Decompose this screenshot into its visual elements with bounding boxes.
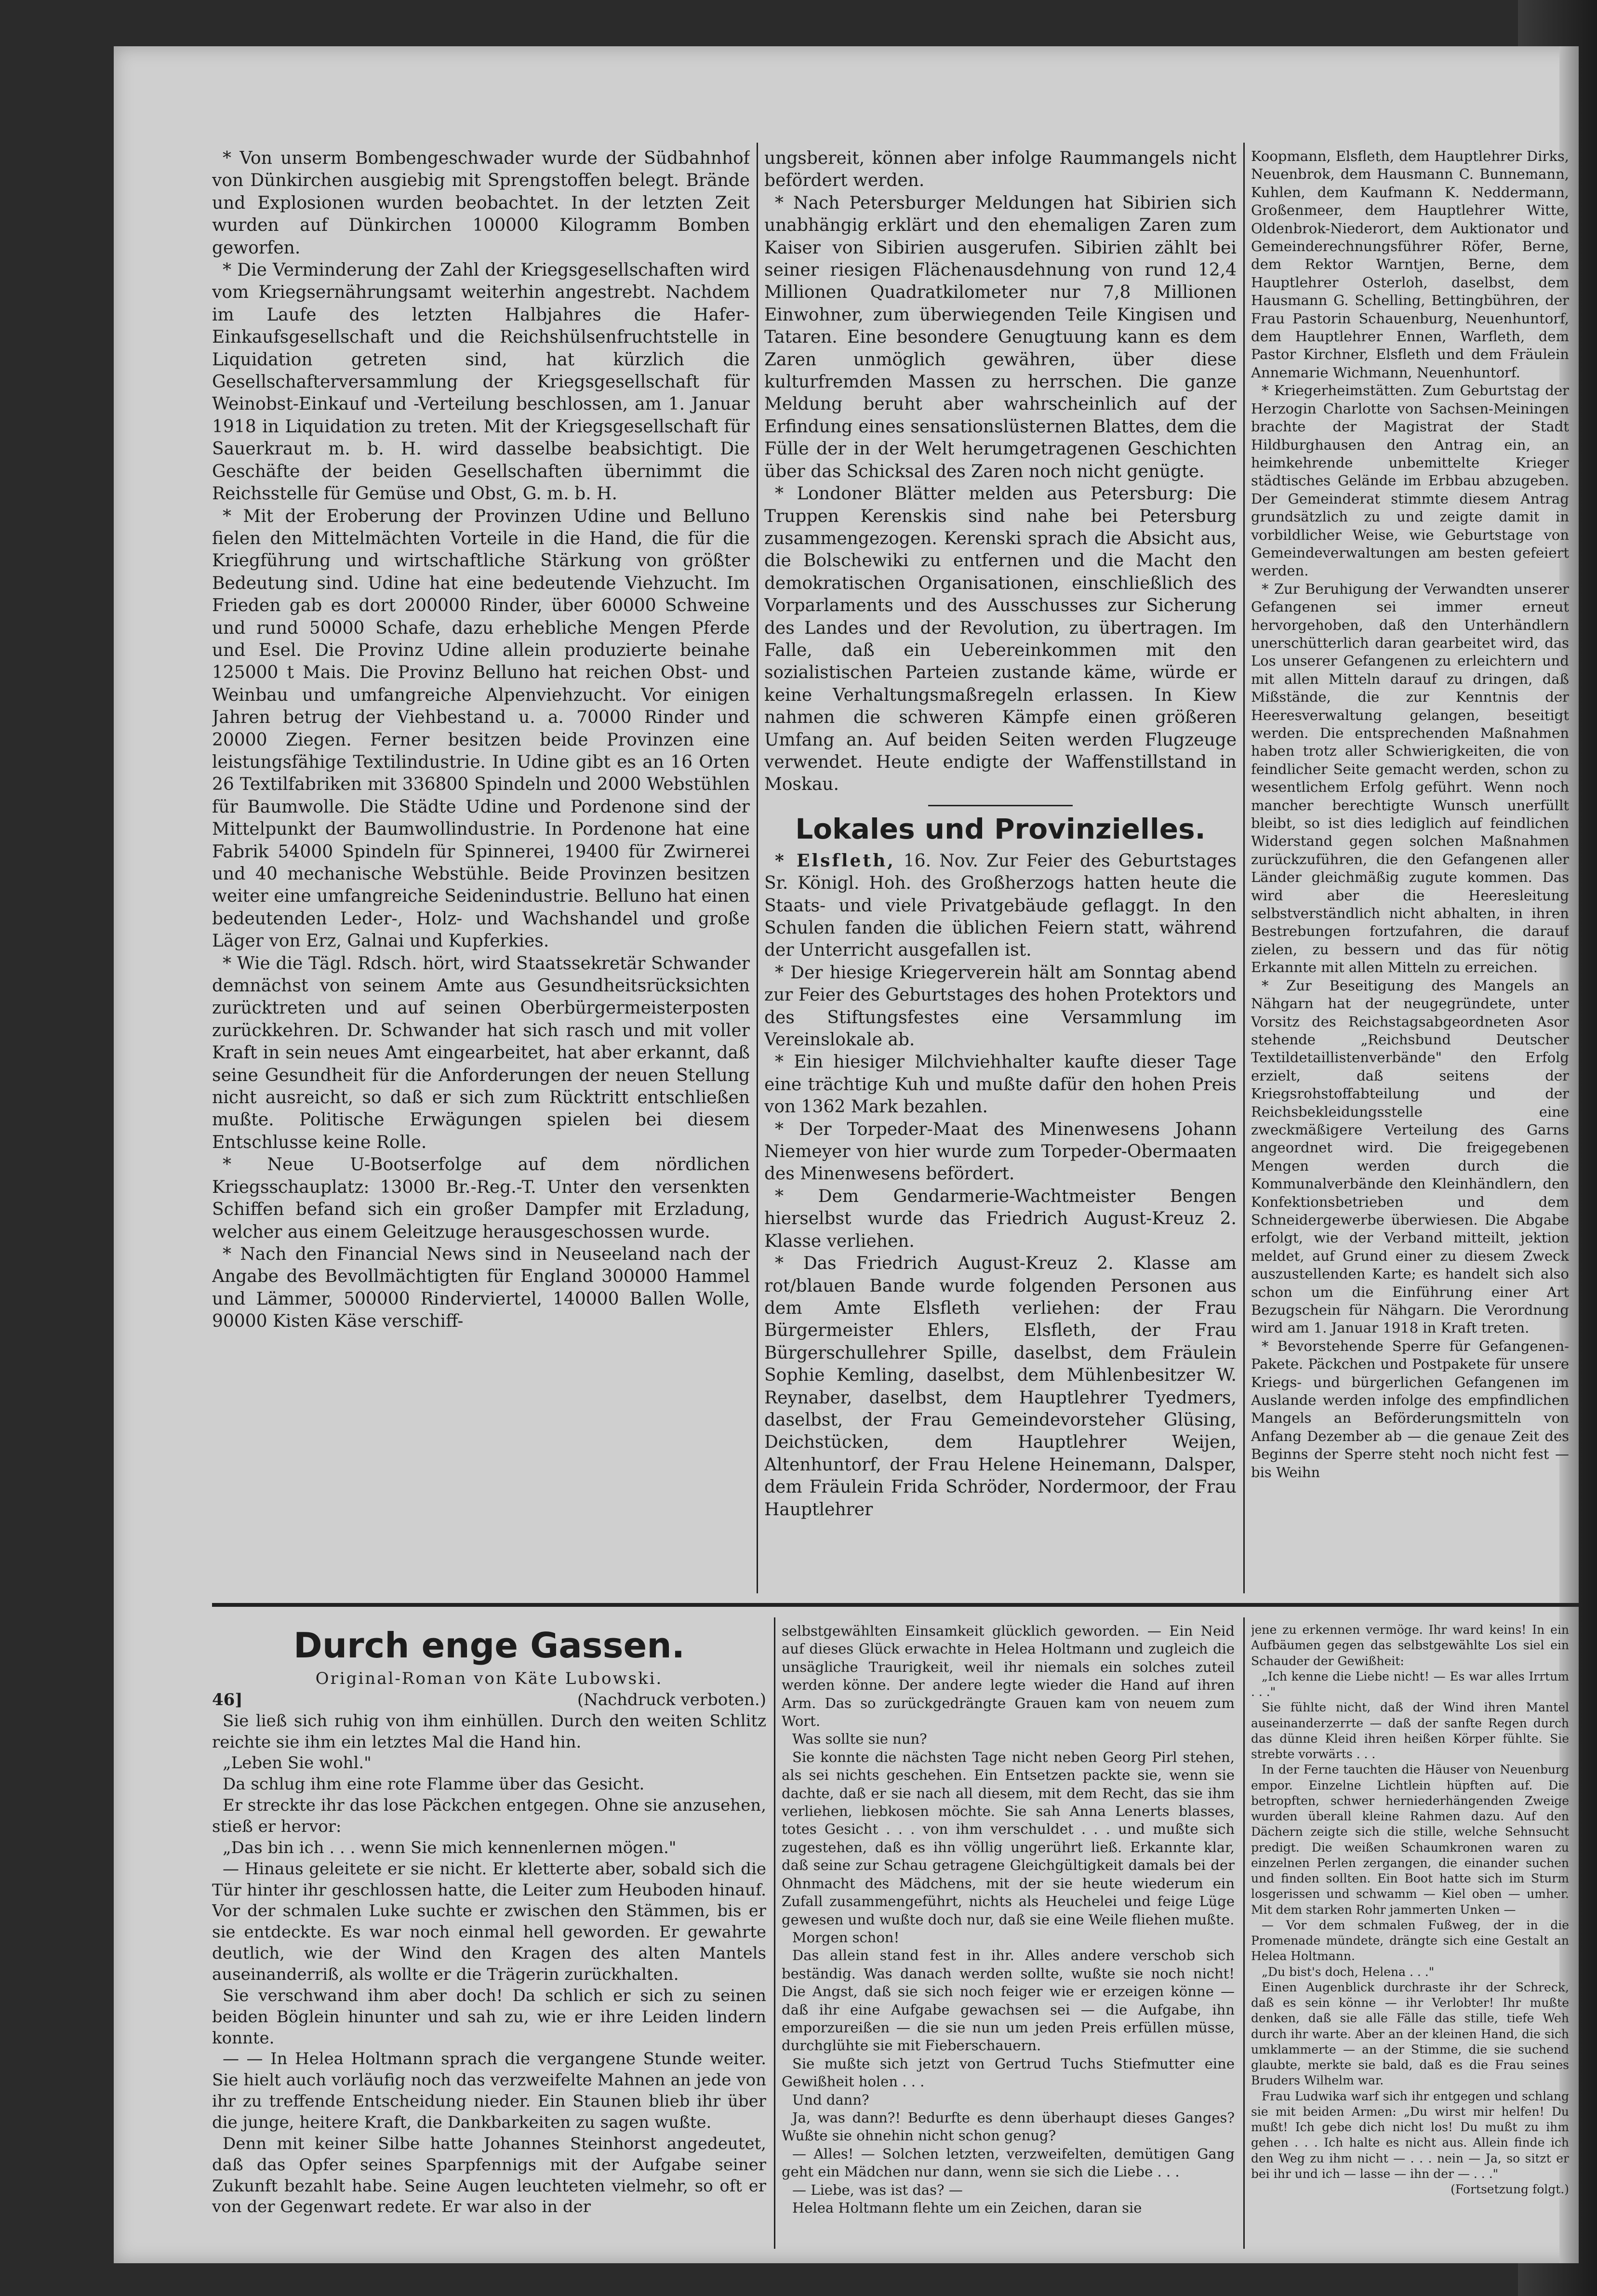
serial-paragraph: Ja, was dann?! Bedurfte es denn überhaupt dieses Ganges? Wußte sie ohnehin nicht schon genug? [782, 2109, 1235, 2144]
news-item: * Kriegerheimstätten. Zum Geburtstag der Herzogin Charlotte von Sachsen-Meiningen brachte der Magistrat der Stadt Hildburghausen den Antrag ein, an heimkehrende unbemittelte Krieger städtisches Gelände im Erbbau abzugeben. Der Gemeinderat stimmte diesem Antrag grundsätzlich zu und zeigte damit in vorbildlicher Weise, wie Geburtstage von Gemeindeverwaltungen am besten gefeiert werden. [1251, 382, 1569, 579]
news-item: * Ein hiesiger Milchviehhalter kaufte dieser Tage eine trächtige Kuh und mußte dafür den hohen Preis von 1362 Mark bezahlen. [764, 1052, 1237, 1117]
serial-column-3 [1251, 1622, 1569, 2249]
serial-paragraph: Helea Holtmann flehte um ein Zeichen, daran sie [792, 2200, 1142, 2216]
serial-paragraph: Sie konnte die nächsten Tage nicht neben Georg Pirl stehen, als sei nichts geschehen. Ein Entsetzen packte sie, wenn sie dachte, daß er sie nach all diesem, mit dem Recht, das sie ihm verliehen, liebkosen möchte. Sie sah Anna Lenerts blasses, totes Gesicht . . . von ihm verschuldet . . . und mußte sich zugestehen, daß es ihn völlig ungerührt ließ. Erkannte klar, daß seine zur Schau getragene Gleichgültigkeit damals bei der Ohnmacht des Mädchens, mit der sie heute wiederum ein Zufall zusammengeführt, nichts als Heuchelei und feige Lüge gewesen und wußte doch nur, daß sie eine Weile fliehen mußte. [782, 1749, 1235, 1928]
serial-paragraph: Sie mußte sich jetzt von Gertrud Tuchs Stiefmutter eine Gewißheit holen . . . [782, 2055, 1235, 2090]
serial-paragraph: — — In Helea Holtmann sprach die vergangene Stunde weiter. Sie hielt auch vorläufig noch das verzweifelte Mahnen an jede von ihr zu treffende Entscheidung nieder. Ein Staunen blieb ihr über die junge, heitere Kraft, die Dankbarkeiten zu sagen wußte. [212, 2049, 766, 2133]
column-divider [1243, 1617, 1245, 2249]
serial-paragraph: — Vor dem schmalen Fußweg, der in die Promenade mündete, drängte sich eine Gestalt an Helea Holtmann. [1251, 1918, 1569, 1963]
serial-paragraph: In der Ferne tauchten die Häuser von Neuenburg empor. Einzelne Lichtlein hüpften auf. Die betropften, schwer herniederhängenden Zweige wurden überall kleine Rahmen dazu. Auf den Dächern zeigte sich die stille, welche Sehnsucht predigt. Die weißen Schaumkronen waren zu einzelnen Perlen zergangen, die einander suchen und finden sollten. Ein Boot hatte sich im Sturm losgerissen und schwamm — Kiel oben — umher. Mit dem starken Rohr jammerten Unken — [1251, 1762, 1569, 1917]
news-item: * Bevorstehende Sperre für Gefangenen-Pakete. Päckchen und Postpakete für unsere Kriegs- und bürgerlichen Gefangenen im Auslande werden infolge des empfindlichen Mangels an Beförderungsmitteln von Anfang Dezember ab — die genaue Zeit des Beginns der Sperre steht noch nicht fest — bis Weihn [1251, 1337, 1569, 1481]
serial-paragraph: Sie verschwand ihm aber doch! Da schlich er sich zu seinen beiden Böglein hinunter und sah zu, wie er ihre Leiden lindern konnte. [212, 1986, 766, 2048]
serial-paragraph: Und dann? [792, 2091, 869, 2108]
news-item: * Nach den Financial News sind in Neuseeland nach der Angabe des Bevollmächtigten für England 300000 Hammel und Lämmer, 500000 Rinderviertel, 140000 Ballen Wolle, 90000 Kisten Käse verschiff- [212, 1244, 750, 1332]
serial-paragraph: „Du bist's doch, Helena . . ." [1262, 1964, 1435, 1979]
reprint-notice: (Nachdruck verboten.) [577, 1690, 766, 1709]
dateline: * Elsfleth, [775, 850, 895, 871]
serial-column-1 [212, 1622, 766, 2249]
serial-paragraph: jene zu erkennen vermöge. Ihr ward keins! In ein Aufbäumen gegen das selbstgewählte Los siel ein Schauder der Gewißheit: [1251, 1623, 1569, 1668]
newspaper-page [114, 46, 1579, 2263]
serial-paragraph: Da schlug ihm eine rote Flamme über das Gesicht. [223, 1775, 645, 1794]
section-heading: Lokales und Provinzielles. [795, 812, 1206, 845]
serial-paragraph: „Ich kenne die Liebe nicht! — Es war alles Irrtum . . ." [1251, 1669, 1569, 1699]
serial-paragraph: Er streckte ihr das lose Päckchen entgegen. Ohne sie anzusehen, stieß er hervor: [212, 1796, 766, 1837]
serial-paragraph: Sie ließ sich ruhig von ihm einhüllen. Durch den weiten Schlitz reichte sie ihm ein letztes Mal die Hand hin. [212, 1711, 766, 1752]
serial-paragraph: — Alles! — Solchen letzten, verzweifelten, demütigen Gang geht ein Mädchen nur dann, wenn sie sich die Liebe . . . [782, 2145, 1235, 2180]
news-item: * Zur Beruhigung der Verwandten unserer Gefangenen sei immer erneut hervorgehoben, daß den Unterhändlern unerschütterlich daran gearbeitet wird, das Los unserer Gefangenen zu erleichtern und mit allen Mitteln darauf zu dringen, daß Mißstände, die zur Kenntnis der Heeresverwaltung gelangen, beseitigt werden. Die entsprechenden Maßnahmen haben trotz aller Schwierigkeiten, die von feindlicher Seite gemacht werden, schon zu wesentlichem Erfolg geführt. Wenn noch mancher berechtigte Wunsch unerfüllt bleibt, so ist dies lediglich auf feindlichen Widerstand gegen solchen Maßnahmen zurückzuführen, die den Gefangenen aller Länder gleichmäßig zugute kommen. Das wird aber die Heeresleitung selbstverständlich nicht abhalten, in ihren Bestrebungen fortzufahren, die darauf zielen, zu bessern und das für nötig Erkannte mit allen Mitteln zu erreichen. [1251, 580, 1569, 976]
news-item: * Zur Beseitigung des Mangels an Nähgarn hat der neugegründete, unter Vorsitz des Reichstagsabgeordneten Asor stehende „Reichsbund Deutscher Textildetaillistenverbände" den Erfolg erzielt, daß seitens der Kriegsrohstoffabteilung und der Reichsbekleidungsstelle eine zweckmäßigere Verteilung des Garns angeordnet wird. Die freigegebenen Mengen werden durch die Kommunalverbände den Kleinhändlern, den Konfektionsbetrieben und dem Schneidergewerbe überwiesen. Die Abgabe erfolgt, wie der Verband mitteilt, jektion meldet, auf Grund einer zu diesem Zweck auszustellenden Karte; es handelt sich also schon um die Einführung einer Art Bezugschein für Nähgarn. Die Verordnung wird am 1. Januar 1918 in Kraft treten. [1251, 977, 1569, 1336]
top-column-1 [212, 147, 750, 1593]
news-item: * Von unserm Bombengeschwader wurde der Südbahnhof von Dünkirchen ausgiebig mit Sprengstoffen belegt. Brände und Explosionen wurden beobachtet. In der letzten Zeit wurden auf Dünkirchen 100000 Kilogramm Bomben geworfen. [212, 148, 750, 258]
serial-paragraph: Frau Ludwika warf sich ihr entgegen und schlang sie mit beiden Armen: „Du wirst mir helfen! Du mußt! Ich gebe dich nicht los! Du mußt zu ihm gehen . . . Ich halte es nicht aus. Allein finde ich den Weg zu ihm nicht — . . . nein — Ja, so sitzt er bei ihr und ich — lasse — ihn der — . . ." [1251, 2089, 1569, 2181]
top-column-2 [764, 147, 1237, 1593]
news-item: * Neue U-Bootserfolge auf dem nördlichen Kriegsschauplatz: 13000 Br.-Reg.-T. Unter den versenkten Schiffen befand sich ein großer Dampfer mit Erzladung, welcher aus einem Geleitzuge herausgeschossen wurde. [212, 1155, 750, 1242]
serial-paragraph: „Das bin ich . . . wenn Sie mich kennenlernen mögen." [223, 1838, 677, 1857]
serial-paragraph: selbstgewählten Einsamkeit glücklich geworden. — Ein Neid auf dieses Glück erwachte in Helea Holtmann und zugleich die unsägliche Traurigkeit, weil ihr niemals ein solches zuteil werden könne. Der andere legte wieder die Hand auf ihren Arm. Das so zurückgedrängte Grauen kam von neuem zum Wort. [782, 1623, 1235, 1730]
section-rule [928, 805, 1073, 806]
news-item: Koopmann, Elsfleth, dem Hauptlehrer Dirks, Neuenbrok, dem Hausmann C. Bunnemann, Kuhlen, dem Kaufmann K. Neddermann, Großenmeer, dem Hauptlehrer Witte, Oldenbrok-Niederort, dem Auktionator und Gemeinderechnungsführer Röfer, Berne, dem Rektor Warntjen, Berne, dem Hauptlehrer Osterloh, daselbst, dem Hausmann G. Schelling, Bettingbühren, der Frau Pastorin Schauenburg, Neuenhuntorf, dem Hauptlehrer Ennen, Warfleth, dem Pastor Kirchner, Elsfleth und dem Fräulein Annemarie Wichmann, Neuenhuntorf. [1251, 148, 1569, 381]
news-item: * Nach Petersburger Meldungen hat Sibirien sich unabhängig erklärt und den ehemaligen Zaren zum Kaiser von Sibirien ausgerufen. Sibirien zählt bei seiner riesigen Flächenausdehnung von rund 12,4 Millionen Quadratkilometer nur 7,8 Millionen Einwohner, zum überwiegenden Teile Kingisen und Tataren. Eine besondere Genugtuung kann es dem Zaren unmöglich gewähren, über diese kulturfremden Massen zu herrschen. Die ganze Meldung beruht aber wahrscheinlich auf der Erfindung eines sensationslüsternen Blattes, dem die Fülle der in der Welt herumgetragenen Geschichten über das Schicksal des Zaren noch nicht genügte. [764, 193, 1237, 481]
column-divider [774, 1617, 775, 2249]
news-item: 16. Nov. Zur Feier des Geburtstages Sr. Königl. Hoh. des Großherzogs hatten heute die Staats- und viele Privatgebäude geflaggt. In den Schulen fanden die üblichen Feiern statt, während der Unterricht ausgefallen ist. [764, 851, 1237, 961]
news-item: ungsbereit, können aber infolge Raummangels nicht befördert werden. [764, 148, 1237, 191]
serial-subtitle: Original-Roman von Käte Lubowski. [315, 1669, 663, 1688]
news-item: * Der Torpeder-Maat des Minenwesens Johann Niemeyer von hier wurde zum Torpeder-Obermaaten des Minenwesens befördert. [764, 1119, 1237, 1184]
serial-paragraph: — Hinaus geleitete er sie nicht. Er kletterte aber, sobald sich die Tür hinter ihr geschlossen hatte, die Leiter zum Heuboden hinauf. Vor der schmalen Luke suchte er zwischen den Stämmen, bis er sie entdeckte. Es war noch einmal hell geworden. Er gewahrte deutlich, wie der Wind den Kragen des alten Mantels auseinanderriß, als wollte er die Trägerin zurückhalten. [212, 1859, 766, 1985]
serial-paragraph: Denn mit keiner Silbe hatte Johannes Steinhorst angedeutet, daß das Opfer seines Sparpfennigs mit der Aufgabe seiner Zukunft bezahlt habe. Seine Augen leuchteten vielmehr, so oft er von der Gegenwart redete. Er war also in der [212, 2134, 766, 2217]
feuilleton-rule [212, 1603, 1579, 1607]
continuation-note: (Fortsetzung folgt.) [1451, 2182, 1569, 2196]
serial-column-2 [782, 1622, 1235, 2249]
top-column-3 [1251, 147, 1569, 1593]
news-item: * Wie die Tägl. Rdsch. hört, wird Staatssekretär Schwander demnächst von seinem Amte aus Gesundheitsrücksichten zurücktreten und auf seinen Oberbürgermeisterposten zurückkehren. Dr. Schwander hat sich rasch und mit voller Kraft in sein neues Amt eingearbeitet, hat aber erkannt, daß seine Gesundheit für die Anforderungen der neuen Stellung nicht ausreicht, so daß er sich zum Rücktritt entschließen mußte. Politische Erwägungen spielen bei diesem Entschlusse keine Rolle. [212, 953, 750, 1152]
serial-paragraph: — Liebe, was ist das? — [792, 2181, 963, 2198]
serial-paragraph: Was sollte sie nun? [792, 1731, 927, 1748]
installment-number: 46] [212, 1690, 243, 1709]
serial-paragraph: „Leben Sie wohl." [223, 1753, 372, 1773]
serial-paragraph: Einen Augenblick durchraste ihr der Schreck, daß es sein könne — ihr Verlobter! Ihr mußte denken, daß sie alle Fälle das stille, tiefe Weh durch ihr warte. Aber an der kleinen Hand, die sich umklammerte — an der Stimme, die sie suchend glaubte, merkte sie bald, daß es die Frau seines Bruders Wilhelm war. [1251, 1980, 1569, 2088]
serial-title: Durch enge Gassen. [293, 1625, 685, 1666]
news-item: * Der hiesige Kriegerverein hält am Sonntag abend zur Feier des Geburtstages des hohen Protektors und des Stiftungsfestes eine Versammlung im Vereinslokale ab. [764, 962, 1237, 1050]
news-item: * Mit der Eroberung der Provinzen Udine und Belluno fielen den Mittelmächten Vorteile in die Hand, die für die Kriegführung und wirtschaftliche Stärkung von größter Bedeutung sind. Udine hat eine bedeutende Viehzucht. Im Frieden gab es dort 200000 Rinder, über 60000 Schweine und rund 50000 Schafe, dazu erhebliche Mengen Pferde und Esel. Die Provinz Udine allein produzierte beinahe 125000 t Mais. Die Provinz Belluno hat reichen Obst- und Weinbau und umfangreiche Alpenviehzucht. Vor einigen Jahren betrug der Viehbestand u. a. 70000 Rinder und 20000 Ziegen. Ferner besitzen beide Provinzen eine leistungsfähige Textilindustrie. In Udine gibt es an 16 Orten 26 Textilfabriken mit 336800 Spindeln und 2000 Webstühlen für Baumwolle. Die Städte Udine und Pordenone sind der Mittelpunkt der Baumwollindustrie. In Pordenone hat eine Fabrik 54000 Spindeln für Spinnerei, 19400 für Zwirnerei und 40 mechanische Webstühle. Beide Provinzen besitzen weiter eine umfangreiche Seidenindustrie. Belluno hat einen bedeutenden Leder-, Holz- und Wachshandel und große Läger von Erz, Galnai und Kupferkies. [212, 506, 750, 951]
serial-paragraph: Sie fühlte nicht, daß der Wind ihren Mantel auseinanderzerrte — daß der sanfte Regen durch das dünne Kleid ihren heißen Körper fühlte. Sie strebte vorwärts . . . [1251, 1700, 1569, 1761]
column-divider [757, 143, 758, 1593]
news-item: * Das Friedrich August-Kreuz 2. Klasse am rot/blauen Bande wurde folgenden Personen aus dem Amte Elsfleth verliehen: der Frau Bürgermeister Ehlers, Elsfleth, der Frau Bürgerschullehrer Spille, daselbst, dem Fräulein Sophie Kemling, daselbst, dem Mühlenbesitzer W. Reynaber, daselbst, dem Hauptlehrer Tyedmers, daselbst, der Frau Gemeindevorsteher Glüsing, Deichstücken, dem Hauptlehrer Weijen, Altenhuntorf, der Frau Helene Heinemann, Dalsper, dem Fräulein Frida Schröder, Nordermoor, der Frau Hauptlehrer [764, 1254, 1237, 1520]
column-divider [1243, 143, 1245, 1593]
news-item: * Londoner Blätter melden aus Petersburg: Die Truppen Kerenskis sind nahe bei Petersburg zusammengezogen. Kerenski sprach die Absicht aus, die Bolschewiki zu entfernen und die Macht den demokratischen Organisationen, einschließlich des Vorparlaments und des Ausschusses zur Sicherung des Landes und der Revolution, zu übertragen. Im Falle, daß ein Uebereinkommen mit den sozialistischen Parteien zustande käme, würde er keine Verhaltungsmaßregeln erlassen. In Kiew nahmen die schweren Kämpfe einen größeren Umfang an. Auf beiden Seiten werden Flugzeuge verwendet. Heute endigte der Waffenstillstand in Moskau. [764, 484, 1237, 795]
serial-paragraph: Morgen schon! [792, 1929, 900, 1946]
news-item: * Dem Gendarmerie-Wachtmeister Bengen hierselbst wurde das Friedrich August-Kreuz 2. Klasse verliehen. [764, 1186, 1237, 1251]
news-item: * Die Verminderung der Zahl der Kriegsgesellschaften wird vom Kriegsernährungsamt weiterhin angestrebt. Nachdem im Laufe des letzten Halbjahres die Hafer-Einkaufsgesellschaft und die Reichshülsenfruchtstelle in Liquidation getreten sind, hat kürzlich die Gesellschafterversammlung der Kriegsgesellschaft für Weinobst-Einkauf und -Verteilung beschlossen, am 1. Januar 1918 in Liquidation zu treten. Mit der Kriegsgesellschaft für Sauerkraut m. b. H. wird dasselbe beabsichtigt. Die Geschäfte der beiden Gesellschaften übernimmt die Reichsstelle für Gemüse und Obst, G. m. b. H. [212, 260, 750, 504]
serial-paragraph: Das allein stand fest in ihr. Alles andere verschob sich beständig. Was danach werden sollte, wußte sie noch nicht! Die Angst, daß sie sich noch feiger wie er erzeigen könne — daß ihr eine Aufgabe gewachsen sei — die Aufgabe, ihn emporzureißen — die sie nun um jeden Preis erfüllen müsse, durchglühte sie mit Fieberschauern. [782, 1947, 1235, 2054]
